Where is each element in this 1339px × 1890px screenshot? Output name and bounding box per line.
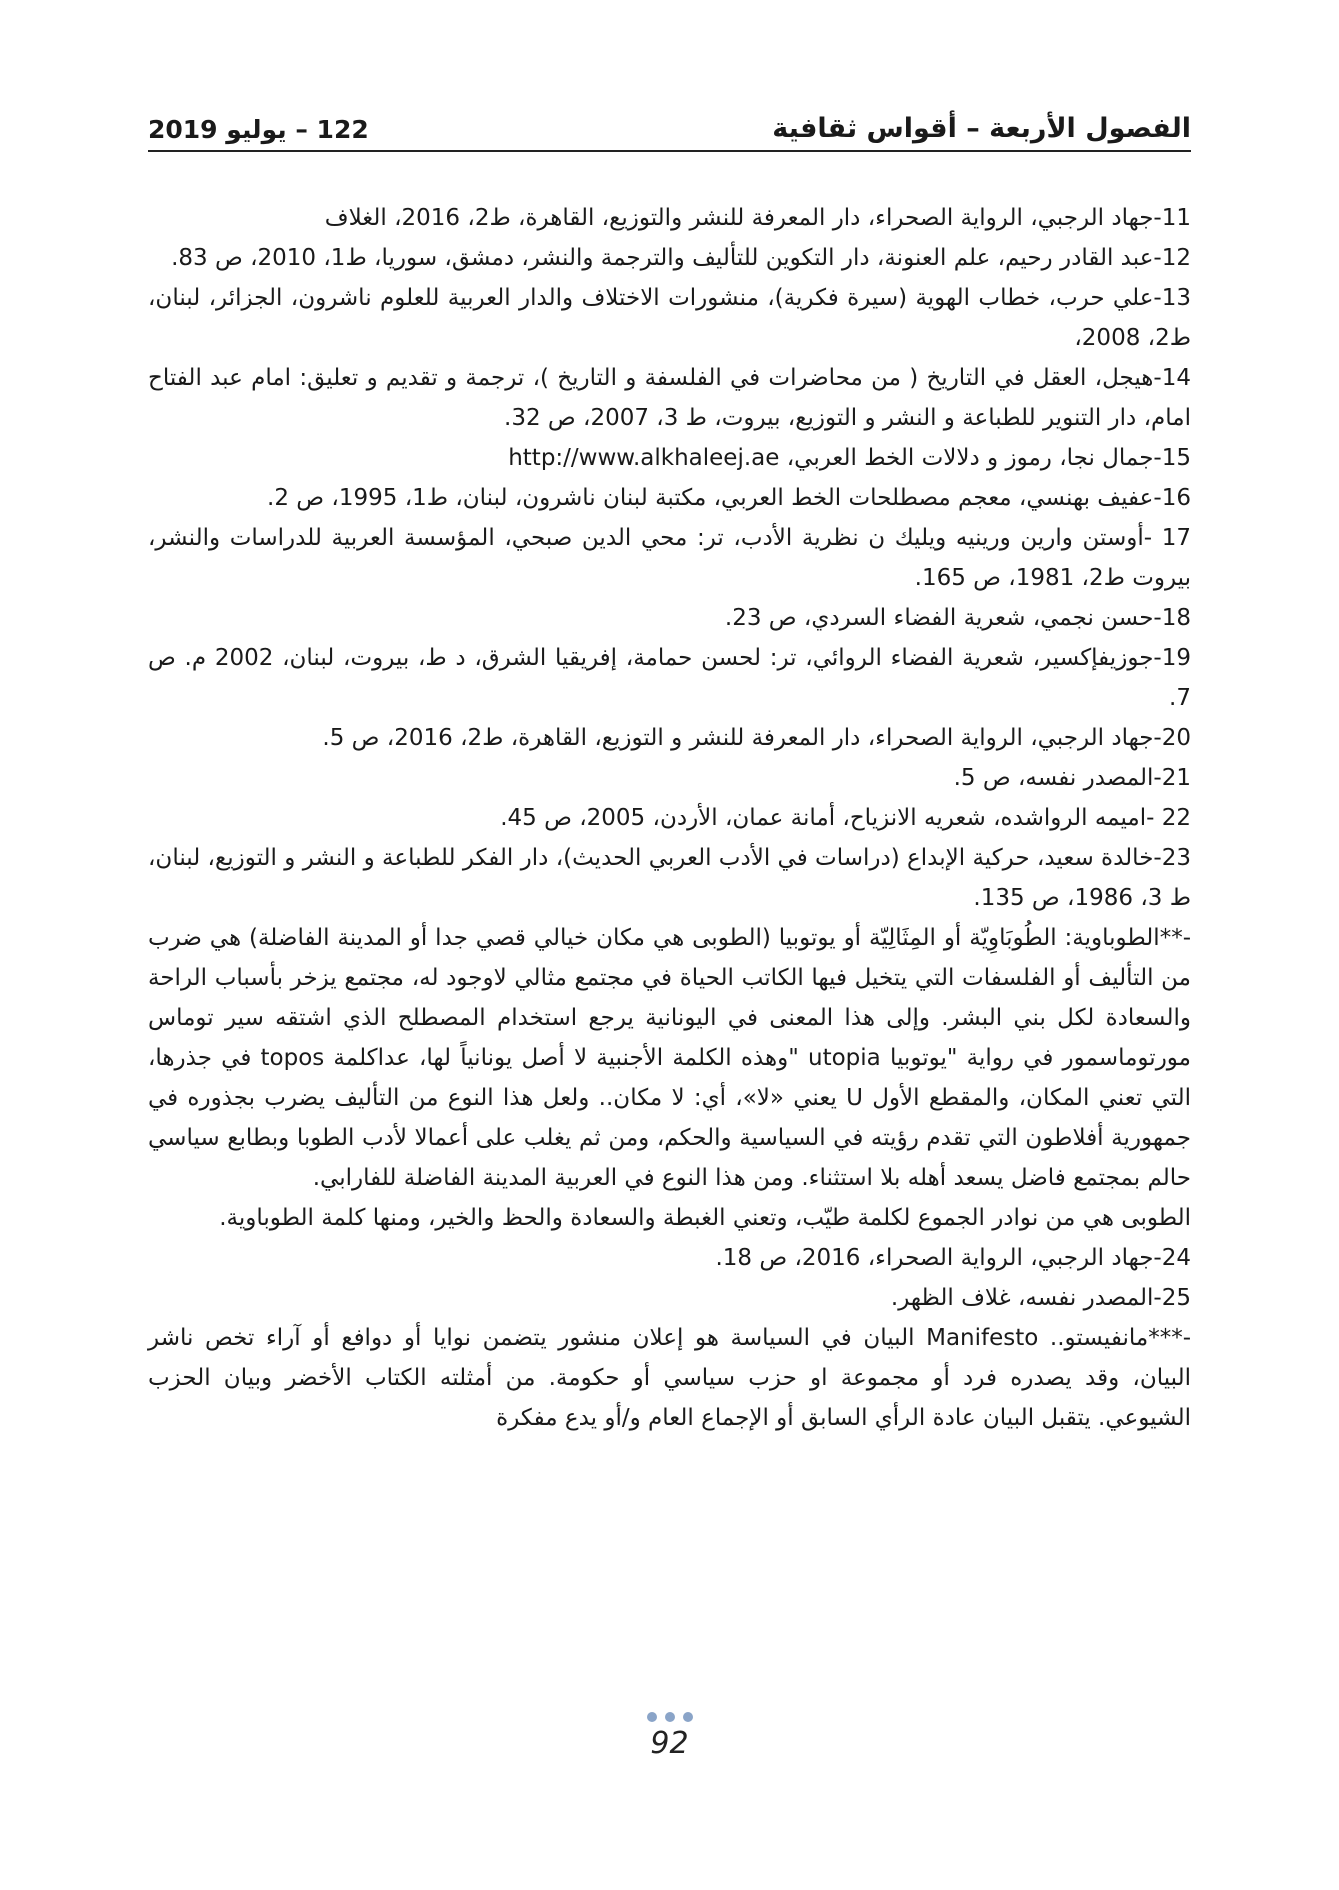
footnote-tuba: الطوبى هي من نوادر الجموع لكلمة طيّب، وتعني الغبطة والسعادة والحظ والخير، ومنها كلمة الطوباوية. (219, 1205, 1191, 1231)
footnotes-body (148, 198, 1191, 1438)
page-footer (0, 1712, 1339, 1761)
footnote-manifesto: -***مانفيستو.. Manifesto البيان في السياسة هو إعلان منشور يتضمن نوايا أو دوافع أو آراء تخص ناشر البيان، وقد يصدره فرد أو مجموعة او حزب سياسي أو حكومة. من أمثلته الكتاب الأخضر وبيان الحزب الشيوعي. يتقبل البيان عادة الرأي السابق أو الإجماع العام و/أو يدع مفكرة (148, 1325, 1191, 1431)
footnote: 17 -أوستن وارين ورينيه ويليك ن نظرية الأدب، تر: محي الدين صبحي، المؤسسة العربية للدراسات والنشر، بيروت ط2، 1981، ص 165. (148, 525, 1191, 591)
issue-label: 122 – يوليو 2019 (148, 115, 369, 144)
footnote: 24-جهاد الرجبي، الرواية الصحراء، 2016، ص 18. (715, 1245, 1191, 1271)
footnote: 16-عفيف بهنسي، معجم مصطلحات الخط العربي، مكتبة لبنان ناشرون، لبنان، ط1، 1995، ص 2. (267, 485, 1191, 511)
footnote: 25-المصدر نفسه، غلاف الظهر. (890, 1285, 1191, 1311)
footnote: 15-جمال نجا، رموز و دلالات الخط العربي، http://www.alkhaleej.ae (508, 445, 1191, 471)
footnote: 11-جهاد الرجبي، الرواية الصحراء، دار المعرفة للنشر والتوزيع، القاهرة، ط2، 2016، الغلاف (324, 205, 1191, 231)
footnote: 19-جوزيفإكسير، شعرية الفضاء الروائي، تر: لحسن حمامة، إفريقيا الشرق، د ط، بيروت، لبنان، 2002 م. ص 7. (148, 645, 1192, 711)
footnote: 20-جهاد الرجبي، الرواية الصحراء، دار المعرفة للنشر و التوزيع، القاهرة، ط2، 2016، ص 5. (322, 725, 1191, 751)
page-number: 92 (650, 1726, 689, 1761)
page-header (148, 100, 1191, 152)
footnote: 22 -اميمه الرواشده، شعريه الانزياح، أمانة عمان، الأردن، 2005، ص 45. (500, 805, 1191, 831)
footnote-utopia: -**الطوباوية: الطُوبَاوِيّة أو المِثَالِيّة أو يوتوبيا (الطوبى هي مكان خيالي قصي جدا أو المدينة الفاضلة) هي ضرب من التأليف أو الفلسفات التي يتخيل فيها الكاتب الحياة في مجتمع مثالي لاوجود له، مجتمع يزخر بأسباب الراحة والسعادة لكل بني البشر. وإلى هذا المعنى في اليونانية يرجع استخدام المصطلح الذي اشتقه سير توماس مورتوماسمور في رواية "يوتوبيا utopia "وهذه الكلمة الأجنبية لا أصل يونانياً لها، عداكلمة topos في جذرها، التي تعني المكان، والمقطع الأول U يعني «لا»، أي: لا مكان.. ولعل هذا النوع من التأليف يضرب بجذوره في جمهورية أفلاطون التي تقدم رؤيته في السياسية والحكم، ومن ثم يغلب على أعمالا لأدب الطوبا وبطابع سياسي حالم بمجتمع فاضل يسعد أهله بلا استثناء. ومن هذا النوع في العربية المدينة الفاضلة للفارابي. (148, 925, 1192, 1191)
footnote: 23-خالدة سعيد، حركية الإبداع (دراسات في الأدب العربي الحديث)، دار الفكر للطباعة و النشر و التوزيع، لبنان، ط 3، 1986، ص 135. (148, 845, 1191, 911)
ellipsis-dots-icon (0, 1712, 1339, 1722)
footnote: 14-هيجل، العقل في التاريخ ( من محاضرات في الفلسفة و التاريخ )، ترجمة و تقديم و تعليق: امام عبد الفتاح امام، دار التنوير للطباعة و النشر و التوزيع، بيروت، ط 3، 2007، ص 32. (148, 365, 1191, 431)
footnote: 12-عبد القادر رحيم، علم العنونة، دار التكوين للتأليف والترجمة والنشر، دمشق، سوريا، ط1، 2010، ص 83. (171, 245, 1191, 271)
footnote: 18-حسن نجمي، شعرية الفضاء السردي، ص 23. (724, 605, 1191, 631)
footnote: 13-علي حرب، خطاب الهوية (سيرة فكرية)، منشورات الاختلاف والدار العربية للعلوم ناشرون، الجزائر، لبنان، ط2، 2008، (148, 285, 1191, 351)
journal-title: الفصول الأربعة – أقواس ثقافية (772, 113, 1191, 144)
footnote: 21-المصدر نفسه، ص 5. (953, 765, 1191, 791)
